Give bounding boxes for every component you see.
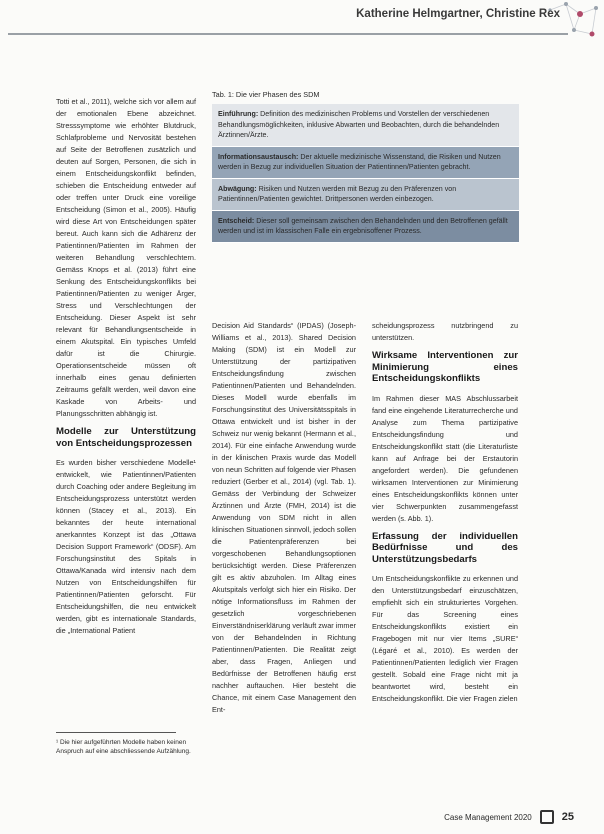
journal-name: Case Management 2020 — [444, 812, 532, 822]
footnote: ¹ Die hier aufgeführten Modelle haben keinen Anspruch auf eine abschliessende Aufzählung. — [56, 739, 191, 755]
paragraph: Um Entscheidungskonflikte zu erkennen und den Unterstützungsbedarf einzuschätzen, empfiehlt sich ein strukturiertes Vorgehen. Für das Screening eines Entscheidungskonflikts existiert ein Fragebogen mit nur vier Items „SURE“ (Légaré et al., 2010). Es werden der Patientinnen/Patienten lediglich vier Fragen gestellt. Sobald eine Frage nicht mit ja beantwortet wird, besteht ein Entscheidungskonflikt. Die vier Fragen zielen — [372, 574, 518, 703]
sdm-phases-table — [212, 90, 519, 243]
row-text: Definition des medizinischen Problems und Vorstellen der verschiedenen Behandlungsmöglichkeiten, inklusive Abwarten und Beobachten, durch die behandelnden Ärztinnen/Ärzte. — [218, 110, 500, 139]
paragraph: Es wurden bisher verschiedene Modelle¹ entwickelt, wie Patientinnen/Patienten durch Coaching oder andere Begleitung im Entscheidungsprozess unterstützt werden können (Stacey et al., 2013). Ein bekanntes der heute international anerkanntes Konzept ist das „Ottawa Decision Support Framework“ (ODSF). Am Forschungsinstitut des Spitals in Ottawa/Kanada wird intensiv nach dem Nutzen von Entscheidungshilfen für Patientinnen/Patienten geforscht. Für Entscheidungshilfen, die neu entwickelt werden, gibt es internationale Standards, die „International Patient — [56, 458, 196, 635]
header-rule — [8, 33, 568, 35]
running-header-authors: Katherine Helmgartner, Christine Rex — [356, 8, 560, 20]
row-term: Entscheid: — [218, 216, 255, 225]
paragraph: Totti et al., 2011), welche sich vor allem auf der emotionalen Ebene abzeichnet. Stresssymptome wie erhöhter Blutdruck, Schlafprobleme und Nervosität bestehen auf Seite der Betroffenen zusätzlich und deuten auf Sorgen, Personen, die sich in einem Entscheidungskonflikt befinden, schieben die Entscheidung entweder auf oder treffen unter Druck eine voreilige Entscheidung (Simon et al., 2005). Häufig wird diese Art von Entscheidungen später bereut. Auch kann sich die Adhärenz der Patientinnen/Patienten im Rahmen der weiteren Behandlung verschlechtern. Gemäss Knops et al. (2013) führt eine Senkung des Entscheidungskonflikts bei Patientinnen/Patienten zu weniger Ärger, Stress und Verschlechtungen der Entscheidung. Dieser Aspekt ist sehr relevant für Behandlungsentscheide in einem Akutspital. Ein typisches Umfeld dafür ist die Chirurgie. Operationsentscheide müssen oft innerhalb eines genau definierten Zeitraums gefällt werden, weil davon eine Kaskade von Arbeits- und Planungsschritten abhängig ist. — [56, 97, 196, 418]
column-3 — [372, 320, 518, 705]
journal-logo-icon — [540, 810, 554, 824]
table-row-einfuehrung — [212, 104, 519, 147]
section-heading: Modelle zur Unterstützung von Entscheidungsprozessen — [56, 426, 196, 449]
paragraph: Im Rahmen dieser MAS Abschlussarbeit fand eine eingehende Literaturrecherche und Analyse zum Thema partizipative Entscheidungsfindung und Entscheidungskonflikt statt (die Literaturliste kann auf Anfrage bei der Erstautorin angefordert werden). Die gefundenen wirksamen Interventionen zur Minimierung eines Entscheidungskonflikts können unter vier Schwerpunkten zusammengefasst werden (s. Abb. 1). — [372, 393, 518, 523]
page-footer — [444, 810, 574, 824]
footnote-rule — [56, 732, 176, 733]
section-heading: Wirksame Interventionen zur Minimierung eines Entscheidungskonflikts — [372, 350, 518, 384]
row-text: Risiken und Nutzen werden mit Bezug zu den Präferenzen von Patientinnen/Patienten gewichtet. Drittpersonen werden einbezogen. — [218, 184, 457, 203]
row-text: Dieser soll gemeinsam zwischen den Behandelnden und den Betroffenen gefällt werden und ist im klassischen Falle ein ergebnisoffener Prozess. — [218, 216, 508, 235]
network-decoration-graphic — [544, 0, 604, 46]
table-caption: Tab. 1: Die vier Phasen des SDM — [212, 90, 320, 99]
table-row-informationsaustausch — [212, 147, 519, 179]
paragraph: scheidungsprozess nutzbringend zu unterstützen. — [372, 321, 518, 342]
paragraph: Decision Aid Standards“ (IPDAS) (Joseph-Williams et al., 2013). Shared Decision Making (SDM) ist ein Modell zur Unterstützung der partizipativen Entscheidungsfindung zwischen Patientinnen/Patienten und Behandelnden. Dieses Modell wurde ebenfalls im Forschungsinstitut des Universitätsspitals in Ottawa entwickelt und ist bisher in der Schweiz nur wenig bekannt (Hermann et al., 2014). Für eine einfache Anwendung wurde in der klinischen Praxis wurde das Modell von neun Schritten auf folgende vier Phasen reduziert (Gerber et al., 2014) (vgl. Tab. 1). Gemäss der Verbindung der Schweizer Ärztinnen und Ärzte (FMH, 2014) ist die Anwendung von SDM nicht in allen klinischen Situationen sinnvoll, jedoch sollen die Patientenpräferenzen bei vorgeschobenen Behandlungsoptionen berücksichtigt werden. Diese Präferenzen gilt es aktiv abzuholen. Im Alltag eines Akutspitals verfolgt sich hier ein Risiko. Der nötige Informationsfluss im Rahmen der gesetzlich vorgeschriebenen Einverständniserklärung verläuft zwar immer von der Behandelnden in Richtung Patientinnen/Patienten. Die Realität zeigt aber, dass Fragen, Anliegen und Bedürfnisse der Betroffenen häufig erst nachher auftauchen. Hier besteht die Chance, mit einem Case Management den Ent- — [212, 321, 356, 714]
row-term: Informationsaustausch: — [218, 152, 299, 161]
row-term: Abwägung: — [218, 184, 257, 193]
section-heading: Erfassung der individuellen Bedürfnisse und des Unterstützungsbedarfs — [372, 530, 518, 565]
table-row-entscheid — [212, 211, 519, 243]
row-term: Einführung: — [218, 110, 259, 118]
column-2 — [212, 320, 356, 716]
page-number: 25 — [561, 811, 574, 823]
column-1 — [56, 96, 196, 637]
table-row-abwaegung — [212, 179, 519, 211]
row-text: Der aktuelle medizinische Wissenstand, die Risiken und Nutzen werden in Bezug zur individuellen Situation der Patientinnen/Patienten gebracht. — [218, 152, 501, 171]
